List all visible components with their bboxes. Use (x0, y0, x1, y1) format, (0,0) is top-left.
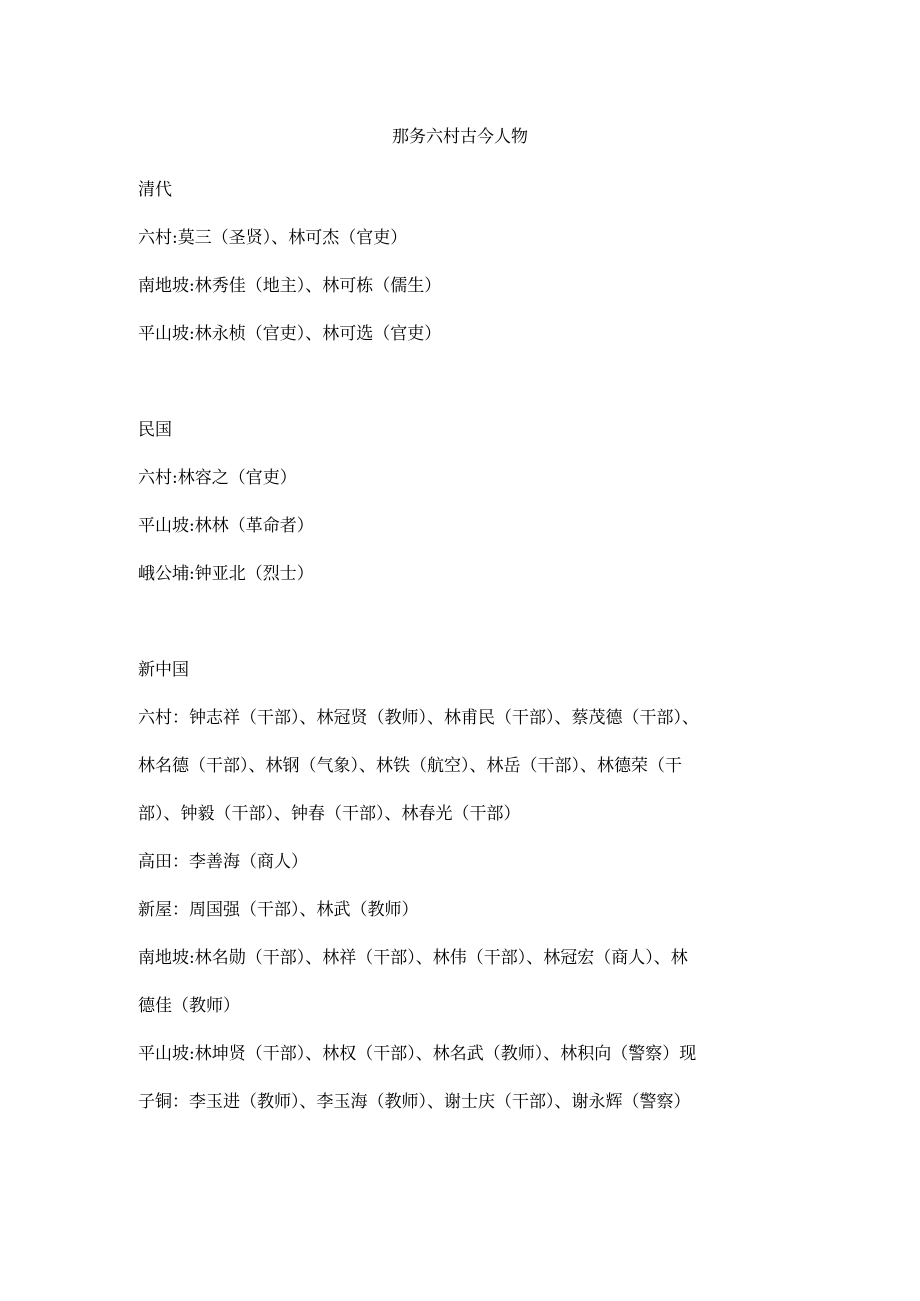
text-line: 林名德（干部）、林钢（气象）、林铁（航空）、林岳（干部）、林德荣（干 (138, 756, 682, 776)
section-heading-minguo: 民国 (138, 420, 172, 440)
section-spacer (138, 598, 793, 646)
text-line: 德佳（教师） (138, 996, 240, 1016)
text-line: 六村:莫三（圣贤）、林可杰（官吏） (138, 228, 408, 248)
text-line: 部）、钟毅（干部）、钟春（干部）、林春光（干部） (138, 804, 521, 824)
text-line: 高田：李善海（商人） (138, 852, 308, 872)
text-line: 新屋：周国强（干部）、林武（教师） (138, 900, 419, 920)
text-line: 子铜：李玉进（教师）、李玉海（教师）、谢士庆（干部）、谢永辉（警察） (138, 1092, 691, 1112)
text-line: 峨公埔:钟亚北（烈士） (138, 564, 314, 584)
section-heading-xinzhongguo: 新中国 (138, 660, 189, 680)
section-spacer (138, 358, 793, 406)
text-line: 南地坡:林秀佳（地主）、林可栋（儒生） (138, 276, 442, 296)
text-line: 南地坡:林名勋（干部）、林祥（干部）、林伟（干部）、林冠宏（商人）、林 (138, 948, 688, 968)
text-line: 六村：钟志祥（干部）、林冠贤（教师）、林甫民（干部）、蔡茂德（干部）、 (138, 708, 699, 728)
section-heading-qing: 清代 (138, 180, 172, 200)
text-line: 平山坡:林永桢（官吏）、林可选（官吏） (138, 324, 442, 344)
text-line: 平山坡:林坤贤（干部）、林权（干部）、林名武（教师）、林积向（警察）现 (138, 1044, 697, 1064)
document-title: 那务六村古今人物 (392, 127, 528, 147)
text-line: 六村:林容之（官吏） (138, 468, 297, 488)
document-body (138, 166, 793, 1126)
text-line: 平山坡:林林（革命者） (138, 516, 314, 536)
